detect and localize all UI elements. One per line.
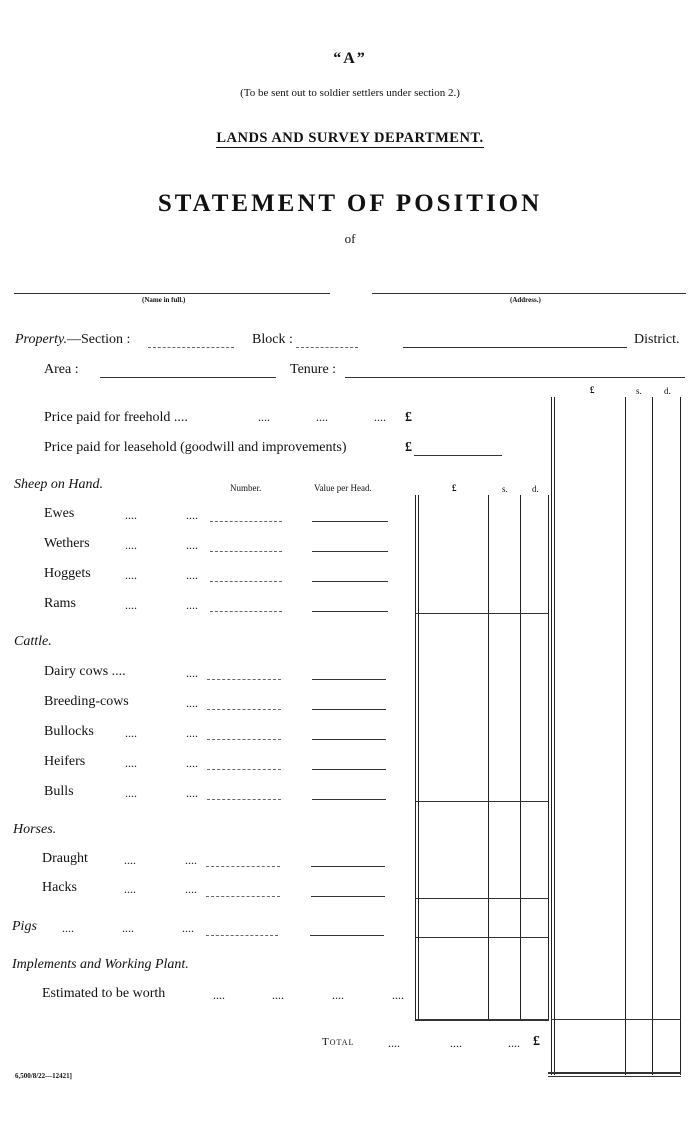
- mid-col-divider-d: [520, 495, 521, 1019]
- area-label: Area :: [44, 362, 79, 377]
- freehold-pound-sign: £: [405, 410, 412, 425]
- department-text: LANDS AND SURVEY DEPARTMENT.: [216, 130, 484, 146]
- dots: ....: [450, 1036, 462, 1050]
- cattle-item-heifers: Heifers: [44, 754, 86, 769]
- form-letter: “A”: [333, 50, 367, 67]
- number-column-header: Number.: [230, 483, 262, 493]
- dots: ....: [186, 696, 198, 710]
- breeding-value-line[interactable]: [312, 709, 386, 710]
- cattle-subtotal-line: [415, 801, 549, 802]
- wethers-value-line[interactable]: [312, 551, 388, 552]
- bulls-number-line[interactable]: [207, 799, 281, 800]
- hacks-number-line[interactable]: [206, 896, 280, 897]
- dots: ....: [213, 988, 225, 1002]
- total-label: Total: [322, 1036, 355, 1048]
- heifers-number-line[interactable]: [207, 769, 281, 770]
- price-freehold-label: Price paid for freehold ....: [44, 410, 188, 425]
- right-col-edge: [680, 397, 681, 1075]
- dots: ....: [125, 568, 137, 582]
- cattle-item-bulls: Bulls: [44, 784, 74, 799]
- right-shilling-header: s.: [636, 386, 642, 396]
- right-col-total-line: [551, 1019, 681, 1020]
- district-label: District.: [634, 332, 680, 347]
- pigs-value-line[interactable]: [310, 935, 384, 936]
- cattle-item-breeding-cows: Breeding-cows: [44, 694, 129, 709]
- heifers-value-line[interactable]: [312, 769, 386, 770]
- right-col-divider-d: [652, 397, 653, 1075]
- dots: ....: [124, 853, 136, 867]
- right-pound-header: £: [590, 385, 595, 395]
- ewes-number-line[interactable]: [210, 521, 282, 522]
- right-total-underline: [548, 1072, 681, 1074]
- block-field-line[interactable]: [296, 347, 358, 348]
- sheep-item-rams: Rams: [44, 596, 76, 611]
- dairy-value-line[interactable]: [312, 679, 386, 680]
- dots: ....: [186, 568, 198, 582]
- mid-shilling-header: s.: [502, 484, 508, 494]
- rams-value-line[interactable]: [312, 611, 388, 612]
- mid-col-border-inner: [418, 495, 419, 1019]
- name-field-line[interactable]: [14, 293, 330, 294]
- horses-item-draught: Draught: [42, 851, 88, 866]
- sheep-subtotal-line: [415, 613, 549, 614]
- dots: ....: [185, 853, 197, 867]
- sheep-label: Sheep on Hand.: [14, 477, 104, 492]
- dots: ....: [124, 882, 136, 896]
- dots: ....: [272, 988, 284, 1002]
- right-col-divider-s: [625, 397, 626, 1075]
- dots: ....: [392, 988, 404, 1002]
- mid-col-divider-s: [488, 495, 489, 1019]
- right-total-underline-2: [548, 1076, 681, 1077]
- right-pence-header: d.: [664, 386, 671, 396]
- dots: ....: [186, 538, 198, 552]
- cattle-item-dairy-cows: Dairy cows ....: [44, 664, 126, 679]
- bulls-value-line[interactable]: [312, 799, 386, 800]
- pigs-subtotal-line: [415, 937, 549, 938]
- department-heading: [0, 130, 700, 147]
- hoggets-value-line[interactable]: [312, 581, 388, 582]
- block-label: Block :: [252, 332, 293, 347]
- mid-col-edge: [548, 495, 549, 1019]
- sheep-item-hoggets: Hoggets: [44, 566, 91, 581]
- horses-subtotal-line: [415, 898, 549, 899]
- dots: ....: [186, 598, 198, 612]
- dots: ....: [186, 508, 198, 522]
- bullocks-number-line[interactable]: [207, 739, 281, 740]
- dots: ....: [186, 666, 198, 680]
- dots: ....: [125, 538, 137, 552]
- mid-pence-header: d.: [532, 484, 539, 494]
- dots: ....: [62, 921, 74, 935]
- right-col-border-inner: [554, 397, 555, 1075]
- form-title: STATEMENT OF POSITION: [157, 190, 543, 217]
- bullocks-value-line[interactable]: [312, 739, 386, 740]
- hoggets-number-line[interactable]: [210, 581, 282, 582]
- mid-col-border: [415, 495, 416, 1019]
- implements-estimate-label: Estimated to be worth: [42, 986, 166, 1001]
- hacks-value-line[interactable]: [311, 896, 385, 897]
- draught-value-line[interactable]: [311, 866, 385, 867]
- dots: ....: [186, 756, 198, 770]
- cattle-label: Cattle.: [14, 634, 52, 649]
- dots: ....: [508, 1036, 520, 1050]
- district-field-line[interactable]: [403, 347, 627, 348]
- dots: ....: [125, 756, 137, 770]
- property-label: Property.: [15, 332, 67, 347]
- dots: ....: [122, 921, 134, 935]
- dots: ....: [125, 786, 137, 800]
- property-row: [15, 332, 130, 348]
- implements-label: Implements and Working Plant.: [12, 957, 189, 972]
- address-field-line[interactable]: [372, 293, 686, 294]
- horses-item-hacks: Hacks: [42, 880, 77, 895]
- rams-number-line[interactable]: [210, 611, 282, 612]
- leasehold-pound-sign: £: [405, 440, 412, 455]
- leasehold-field-line[interactable]: [414, 455, 502, 456]
- dots: ....: [186, 726, 198, 740]
- total-pound-sign: £: [533, 1034, 540, 1049]
- name-caption: (Name in full.): [142, 296, 186, 304]
- pigs-label: Pigs: [12, 919, 37, 934]
- right-col-border: [551, 397, 552, 1075]
- dots: ....: [125, 508, 137, 522]
- value-column-header: Value per Head.: [314, 483, 372, 493]
- breeding-number-line[interactable]: [207, 709, 281, 710]
- instruction-text: (To be sent out to soldier settlers under section 2.): [240, 87, 460, 99]
- sheep-item-wethers: Wethers: [44, 536, 90, 551]
- of-text: of: [344, 231, 356, 246]
- dots: ....: [258, 410, 270, 424]
- dots: ....: [182, 921, 194, 935]
- tenure-field-line[interactable]: [345, 377, 685, 378]
- dots: ....: [185, 882, 197, 896]
- form-print-code: 6,500/8/22—12421]: [15, 1072, 72, 1080]
- section-field-line[interactable]: [148, 347, 234, 348]
- dots: ....: [125, 726, 137, 740]
- dairy-number-line[interactable]: [207, 679, 281, 680]
- cattle-item-bullocks: Bullocks: [44, 724, 94, 739]
- wethers-number-line[interactable]: [210, 551, 282, 552]
- address-caption: (Address.): [510, 296, 541, 304]
- dots: ....: [125, 598, 137, 612]
- mid-total-line: [415, 1019, 549, 1021]
- ewes-value-line[interactable]: [312, 521, 388, 522]
- pigs-number-line[interactable]: [206, 935, 278, 936]
- area-field-line[interactable]: [100, 377, 276, 378]
- section-label: —Section :: [66, 332, 131, 347]
- horses-label: Horses.: [13, 822, 57, 837]
- draught-number-line[interactable]: [206, 866, 280, 867]
- dots: ....: [374, 410, 386, 424]
- mid-pound-header: £: [452, 483, 457, 493]
- dots: ....: [332, 988, 344, 1002]
- sheep-item-ewes: Ewes: [44, 506, 75, 521]
- dots: ....: [316, 410, 328, 424]
- dots: ....: [186, 786, 198, 800]
- price-leasehold-label: Price paid for leasehold (goodwill and improvements): [44, 440, 347, 455]
- tenure-label: Tenure :: [290, 362, 337, 377]
- dots: ....: [388, 1036, 400, 1050]
